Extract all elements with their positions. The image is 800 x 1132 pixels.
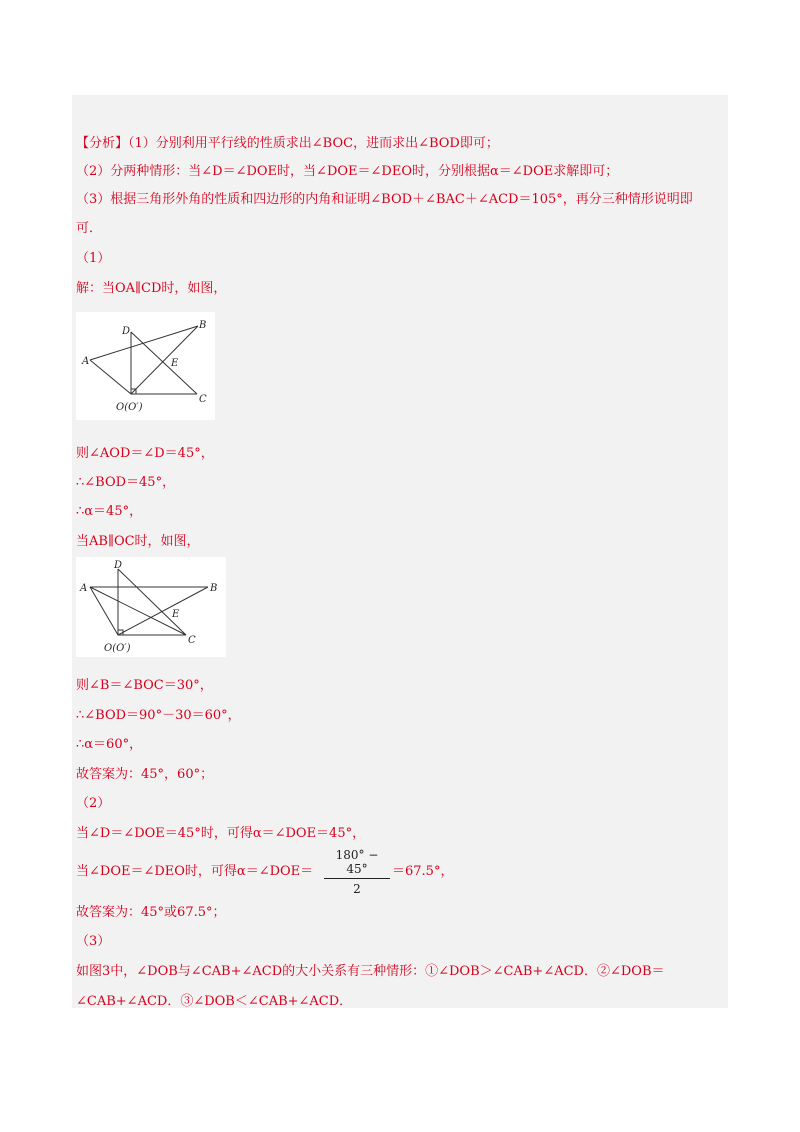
fig2-segment-ob — [118, 587, 208, 635]
analysis-line-1: 【分析】（1）分别利用平行线的性质求出∠BOC，进而求出∠BOD即可； — [76, 136, 499, 151]
solution-line-1: 解：当OA∥CD时，如图， — [76, 281, 227, 296]
solution-line-8: ∴α＝60°， — [76, 737, 143, 752]
analysis-line-2: （2）分两种情形：当∠D＝∠DOE时，当∠DOE＝∠DEO时，分别根据α＝∠DOE求解即可； — [76, 164, 619, 179]
figure-1 — [76, 312, 215, 420]
part3-heading: （3） — [76, 934, 111, 949]
fig2-label-a: A — [80, 583, 88, 594]
part2-heading: （2） — [76, 796, 111, 811]
fig2-label-c: C — [188, 635, 196, 646]
fig2-segment-dc — [118, 569, 186, 635]
fig1-label-e: E — [171, 358, 179, 369]
part2-line-2-suffix: ＝67.5°， — [392, 864, 454, 879]
fig2-label-b: B — [210, 583, 218, 594]
fig1-segment-dc — [131, 332, 197, 394]
part3-line-1: 如图3中，∠DOB与∠CAB+∠ACD的大小关系有三种情形：①∠DOB＞∠CAB+∠ACD．②∠DOB＝ — [76, 964, 665, 979]
fig1-label-b: B — [199, 320, 207, 331]
fig1-label-a: A — [82, 356, 90, 367]
answer-line-1: 故答案为：45°，60°； — [76, 767, 214, 782]
solution-line-5: 当AB∥OC时，如图， — [76, 534, 200, 549]
analysis-line-3: （3）根据三角形外角的性质和四边形的内角和证明∠BOD＋∠BAC＋∠ACD＝105°，再分三种情形说明即 — [76, 192, 693, 207]
analysis-line-4: 可． — [76, 221, 103, 236]
fraction — [324, 848, 390, 896]
figure-2 — [76, 557, 226, 657]
fig2-label-e: E — [172, 609, 180, 620]
fig1-label-c: C — [199, 394, 207, 405]
fraction-denominator: 2 — [353, 882, 361, 896]
part1-heading: （1） — [76, 251, 111, 266]
fig2-label-d: D — [114, 560, 123, 571]
fig1-label-d: D — [122, 326, 131, 337]
solution-line-7: ∴∠BOD＝90°－30＝60°， — [76, 708, 241, 723]
part2-line-1: 当∠D＝∠DOE＝45°时，可得α＝∠DOE＝45°， — [76, 826, 366, 841]
fig1-label-o: O(O′) — [116, 402, 143, 413]
fraction-numerator: 180° − 45° — [324, 848, 390, 879]
solution-line-3: ∴∠BOD＝45°， — [76, 475, 176, 490]
solution-line-2: 则∠AOD＝∠D＝45°， — [76, 446, 214, 461]
part2-line-2-prefix: 当∠DOE＝∠DEO时，可得α＝∠DOE＝ — [76, 864, 314, 879]
answer-line-2: 故答案为：45°或67.5°； — [76, 905, 226, 920]
solution-line-6: 则∠B＝∠BOC＝30°， — [76, 678, 213, 693]
part3-line-2: ∠CAB+∠ACD．③∠DOB＜∠CAB+∠ACD． — [76, 994, 353, 1009]
solution-line-4: ∴α＝45°， — [76, 504, 143, 519]
fig1-segment-ao — [90, 360, 131, 394]
fig2-label-o: O(O′) — [104, 643, 131, 654]
